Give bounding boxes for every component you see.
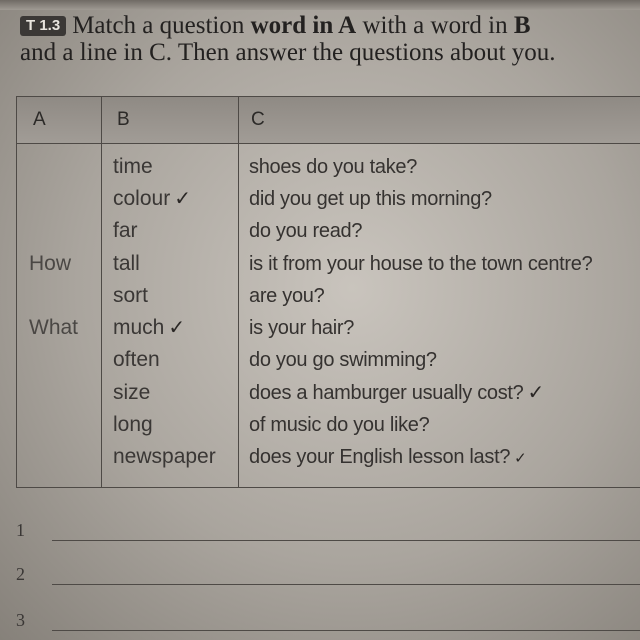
word-b-long: long [113,413,153,436]
instruction-text-3: and a line in C. Then answer the questions about you. [20,39,556,66]
column-header-b: B [117,109,130,130]
line-c-6: is your hair? [249,317,355,339]
word-b-often: often [113,348,160,371]
word-b-time: time [113,155,153,178]
word-b-size: size [113,381,151,404]
instruction-bold-1: word in A [250,12,357,39]
page-top-edge [0,0,640,10]
answer-rule [52,630,640,631]
instruction-text-2: with a word in [356,12,514,39]
answer-line-1[interactable] [14,518,640,548]
column-header-c: C [251,109,265,130]
line-c-10: does your English lesson last? ✓ [249,446,527,468]
answer-rule [52,584,640,585]
matching-table [16,96,640,488]
track-badge: T 1.3 [20,16,66,36]
check-mark: ✓ [168,317,186,339]
word-b-much: much ✓ [113,316,186,339]
instruction-bold-2: B [513,12,531,39]
column-header-a: A [33,109,46,130]
answer-line-3[interactable] [14,608,640,638]
line-c-9: of music do you like? [249,414,430,436]
check-mark: ✓ [174,188,191,210]
word-b-far: far [113,219,138,242]
check-mark: ✓ [514,450,527,467]
line-c-7: do you go swimming? [249,349,437,371]
question-word-how: How [29,252,72,275]
check-mark: ✓ [527,382,544,404]
column-divider [101,97,102,487]
answer-line-2[interactable] [14,562,640,592]
column-divider [238,97,239,487]
answer-number: 2 [16,564,25,584]
instruction-text-1: Match a question [72,12,251,39]
line-c-4: is it from your house to the town centre? [249,253,593,275]
table-header [17,97,640,144]
answer-number: 1 [16,520,25,540]
line-c-1: shoes do you take? [249,156,418,178]
answer-rule [52,540,640,541]
word-b-sort: sort [113,284,149,307]
line-c-3: do you read? [249,220,363,242]
line-c-5: are you? [249,285,325,307]
question-word-what: What [29,316,79,339]
exercise-instruction [20,12,635,66]
line-c-8: does a hamburger usually cost? ✓ [249,382,544,404]
line-c-2: did you get up this morning? [249,188,492,210]
word-b-tall: tall [113,252,140,275]
word-b-colour: colour ✓ [113,187,191,210]
word-b-newspaper: newspaper [113,445,216,468]
answer-number: 3 [16,610,25,630]
